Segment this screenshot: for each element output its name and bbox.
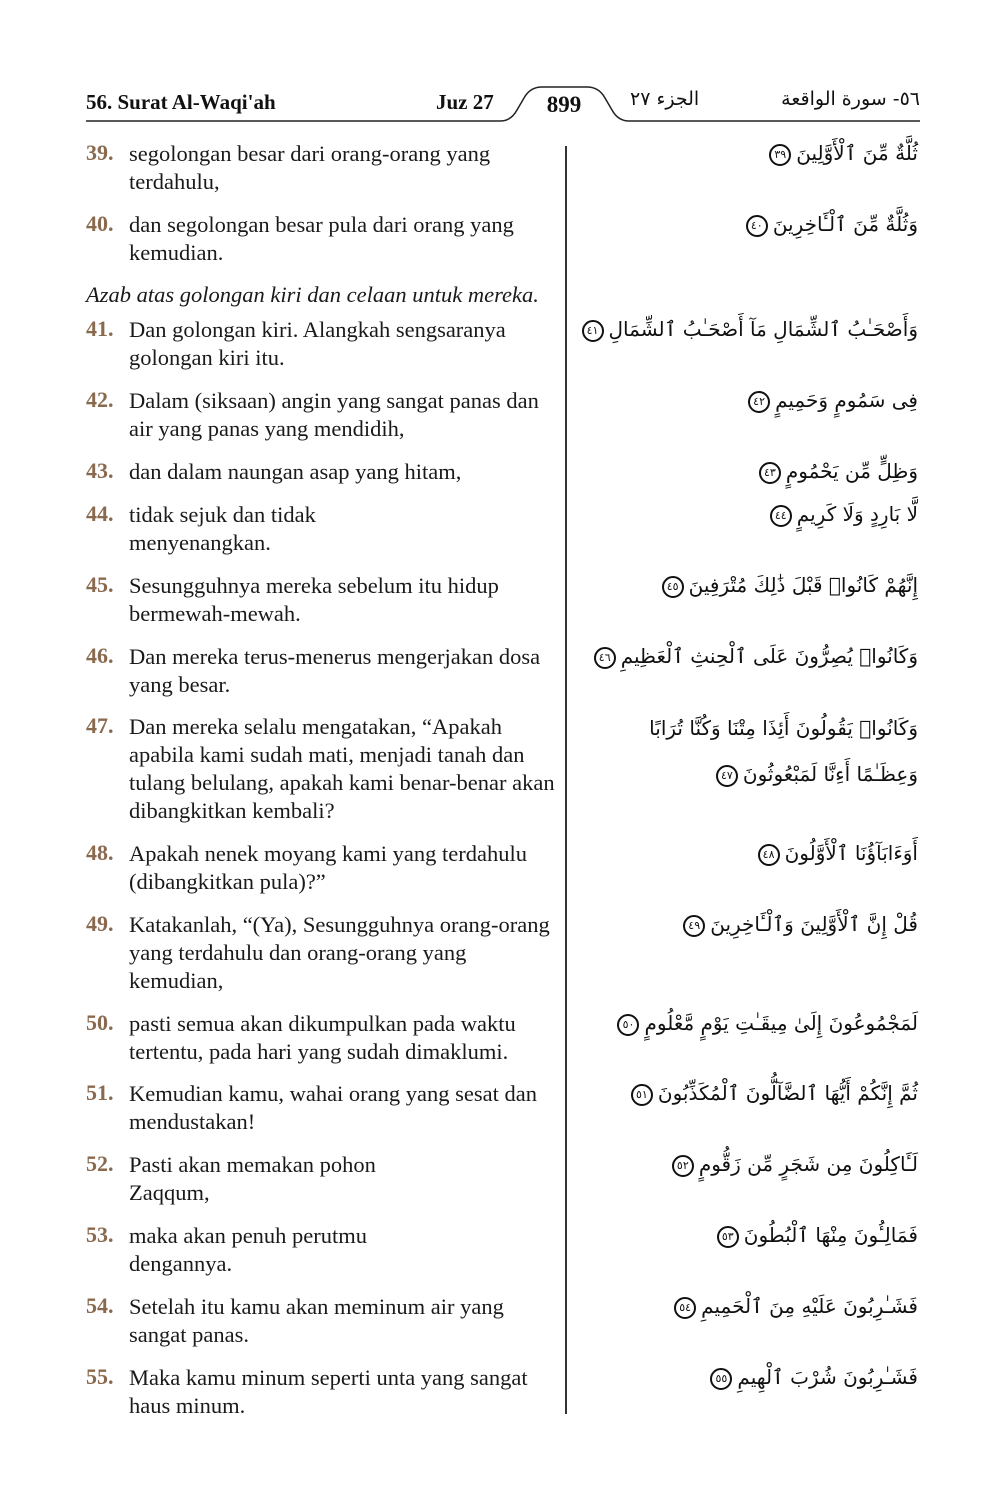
verse-translation <box>86 840 561 896</box>
verse-arabic <box>588 903 918 945</box>
arabic-text: ثُمَّ إِنَّكُمْ أَيُّهَا ٱلضَّآلُّونَ ٱلْمُكَذِّبُونَ <box>657 1081 918 1105</box>
ayah-number-mark: ٤٤ <box>770 505 792 527</box>
arabic-text: لَّا بَارِدٍ وَلَا كَرِيمٍ <box>796 502 918 526</box>
verse-arabic <box>588 1002 918 1044</box>
ayah-number-mark: ٥٤ <box>674 1297 696 1319</box>
verse-translation <box>86 1151 416 1207</box>
verse-arabic <box>588 564 918 606</box>
arabic-text: فَشَـٰرِبُونَ عَلَيْهِ مِنَ ٱلْحَمِيمِ <box>701 1294 918 1318</box>
verse-text: Dan mereka selalu mengatakan, “Apakah apabila kami sudah mati, menjadi tanah dan tulang belulang, apakah kami benar-benar akan dibangkitkan kembali? <box>129 714 555 823</box>
verse-text: Apakah nenek moyang kami yang terdahulu (dibangkitkan pula)?” <box>129 841 528 894</box>
verse-number: 42. <box>86 387 114 412</box>
verse-number: 52. <box>86 1151 114 1176</box>
arabic-text: أَوَءَابَآؤُنَا ٱلْأَوَّلُونَ <box>784 841 918 865</box>
arabic-text: وَثُلَّةٌ مِّنَ ٱلْـَٔاخِرِينَ <box>772 212 918 236</box>
arabic-text: لَـَٔاكِلُونَ مِن شَجَرٍ مِّن زَقُّومٍ <box>698 1152 918 1176</box>
ayah-number-mark: ٤١ <box>582 320 604 342</box>
arabic-text: فَشَـٰرِبُونَ شُرْبَ ٱلْهِيمِ <box>737 1365 918 1389</box>
verse-number: 47. <box>86 713 114 738</box>
arabic-text: ثُلَّةٌ مِّنَ ٱلْأَوَّلِينَ <box>796 141 918 165</box>
arabic-text: وَظِلٍّ مِّن يَحْمُومٍ <box>785 459 918 483</box>
verse-number: 44. <box>86 501 114 526</box>
verse-number: 46. <box>86 643 114 668</box>
ayah-number-mark: ٥٥ <box>710 1368 732 1390</box>
verse-number: 45. <box>86 572 114 597</box>
ayah-number-mark: ٤٩ <box>683 915 705 937</box>
verse-text: Pasti akan memakan pohon Zaqqum, <box>129 1152 376 1205</box>
ayah-number-mark: ٤٥ <box>662 576 684 598</box>
verse-text: Maka kamu minum seperti unta yang sangat haus minum. <box>129 1365 528 1418</box>
verse-number: 51. <box>86 1080 114 1105</box>
verse-translation <box>86 1222 416 1278</box>
verse-translation <box>86 713 561 825</box>
verse-arabic <box>588 203 918 245</box>
verse-arabic <box>598 705 918 797</box>
section-subtitle: Azab atas golongan kiri dan celaan untuk mereka. <box>86 282 539 307</box>
verse-arabic <box>588 1143 918 1185</box>
verse-text: dan dalam naungan asap yang hitam, <box>129 459 462 484</box>
verse-translation <box>86 501 386 557</box>
ayah-number-mark: ٤٦ <box>594 647 616 669</box>
verse-number: 43. <box>86 458 114 483</box>
verse-translation <box>86 1080 561 1136</box>
verse-translation <box>86 572 561 628</box>
verse-text: tidak sejuk dan tidak menyenangkan. <box>129 502 316 555</box>
verse-text: Sesungguhnya mereka sebelum itu hidup bermewah-mewah. <box>129 573 499 626</box>
ayah-number-mark: ٤٧ <box>716 765 738 787</box>
verse-arabic <box>588 1356 918 1398</box>
verse-arabic <box>588 1072 918 1114</box>
ayah-number-mark: ٣٩ <box>769 144 791 166</box>
verse-number: 48. <box>86 840 114 865</box>
verse-text: Dan mereka terus-menerus mengerjakan dosa yang besar. <box>129 644 541 697</box>
verse-arabic <box>498 308 918 350</box>
verse-arabic <box>588 450 918 492</box>
ayah-number-mark: ٥٢ <box>672 1155 694 1177</box>
verse-arabic <box>588 493 918 535</box>
verse-number: 49. <box>86 911 114 936</box>
verse-text: Kemudian kamu, wahai orang yang sesat dan mendustakan! <box>129 1081 537 1134</box>
surah-title-latin: 56. Surat Al-Waqi'ah <box>86 90 276 114</box>
verse-number: 55. <box>86 1364 114 1389</box>
verse-number: 53. <box>86 1222 114 1247</box>
verse-translation <box>86 211 561 267</box>
verse-arabic <box>588 379 918 421</box>
verse-text: Katakanlah, “(Ya), Sesungguhnya orang-orang yang terdahulu dan orang-orang yang kemudian, <box>129 912 550 993</box>
juz-label-arabic: الجزء ٢٧ <box>630 88 700 110</box>
ayah-number-mark: ٤٨ <box>758 844 780 866</box>
verse-translation <box>86 1364 561 1420</box>
arabic-text: قُلْ إِنَّ ٱلْأَوَّلِينَ وَٱلْـَٔاخِرِينَ <box>710 912 918 936</box>
verse-arabic <box>588 1285 918 1327</box>
arabic-text: وَكَانُوا۟ يَقُولُونَ أَئِذَا مِتْنَا وَكُنَّا تُرَابًا وَعِظَـٰمًا أَءِنَّا لَمَبْعُوثُونَ <box>649 716 918 786</box>
ayah-number-mark: ٤٠ <box>746 215 768 237</box>
ayah-number-mark: ٤٣ <box>759 462 781 484</box>
ayah-number-mark: ٥٣ <box>717 1226 739 1248</box>
verse-number: 39. <box>86 140 114 165</box>
verse-text: dan segolongan besar pula dari orang yang kemudian. <box>129 212 514 265</box>
page-number: 899 <box>546 92 582 117</box>
verse-translation <box>86 316 561 372</box>
verse-translation <box>86 1293 561 1349</box>
juz-label-latin: Juz 27 <box>436 90 494 114</box>
arabic-text: لَمَجْمُوعُونَ إِلَىٰ مِيقَـٰتِ يَوْمٍ مَّعْلُومٍ <box>644 1011 918 1035</box>
verse-arabic <box>588 635 918 677</box>
arabic-text: إِنَّهُمْ كَانُوا۟ قَبْلَ ذَٰلِكَ مُتْرَفِينَ <box>688 573 918 597</box>
verse-translation <box>86 387 561 443</box>
verse-arabic <box>588 1214 918 1256</box>
arabic-text: وَكَانُوا۟ يُصِرُّونَ عَلَى ٱلْحِنثِ ٱلْعَظِيمِ <box>620 644 918 668</box>
surah-title-arabic: ٥٦- سورة الواقعة <box>781 88 920 110</box>
verse-text: segolongan besar dari orang-orang yang terdahulu, <box>129 141 491 194</box>
verse-number: 41. <box>86 316 114 341</box>
arabic-text: فَمَالِـُٔونَ مِنْهَا ٱلْبُطُونَ <box>743 1223 918 1247</box>
ayah-number-mark: ٥٠ <box>617 1014 639 1036</box>
verse-translation <box>86 643 561 699</box>
ayah-number-mark: ٥١ <box>631 1084 653 1106</box>
verse-text: pasti semua akan dikumpulkan pada waktu tertentu, pada hari yang sudah dimaklumi. <box>129 1011 516 1064</box>
verse-number: 40. <box>86 211 114 236</box>
verse-text: Setelah itu kamu akan meminum air yang sangat panas. <box>129 1294 504 1347</box>
arabic-text: فِى سَمُومٍ وَحَمِيمٍ <box>775 388 918 412</box>
verse-translation <box>86 458 561 486</box>
verse-text: Dalam (siksaan) angin yang sangat panas dan air yang panas yang mendidih, <box>129 388 539 441</box>
verse-arabic <box>588 832 918 874</box>
verse-number: 54. <box>86 1293 114 1318</box>
verse-number: 50. <box>86 1010 114 1035</box>
arabic-text: وَأَصْحَـٰبُ ٱلشِّمَالِ مَآ أَصْحَـٰبُ ٱلشِّمَالِ <box>608 317 918 341</box>
verse-translation <box>86 1010 561 1066</box>
verse-translation <box>86 911 561 995</box>
verse-text: Dan golongan kiri. Alangkah sengsaranya golongan kiri itu. <box>129 317 506 370</box>
ayah-number-mark: ٤٢ <box>748 391 770 413</box>
verse-arabic <box>588 132 918 174</box>
verse-translation <box>86 140 561 196</box>
verse-text: maka akan penuh perutmu dengannya. <box>129 1223 368 1276</box>
page-header <box>86 80 920 124</box>
